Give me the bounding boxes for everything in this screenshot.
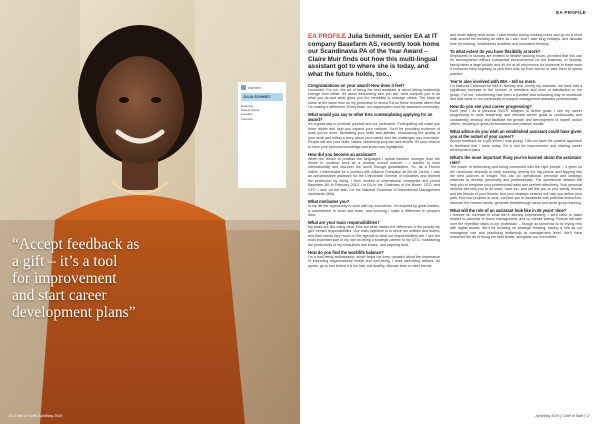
interview-answer: My tasks are like many other EAs but what makes the difference is the priority we give certain responsibilities. Our main objective is to serve our entities and teams, and their needs vary much on the agenda to what our responsibilities are. I see the most important part of my role as being a strategic partner to my CEO, maintaining the productivity of my executives and teams, and inspiring trust. bbox=[308, 224, 440, 247]
interview-question: You’re also involved with IMA – tell us more. bbox=[450, 78, 536, 84]
right-page bbox=[300, 0, 600, 424]
interview-question: Congratulations on your award! How does it feel? bbox=[308, 82, 405, 88]
interview-answer: and avoid taking work home. I take breaks during working hours and go for a short walk around the building as often as I can. And I take long holidays, and allocate time for reading, mindfulness activities and innovative thinking. bbox=[450, 33, 582, 46]
interview-question: How do you find the work/life balance? bbox=[308, 249, 384, 255]
article-intro bbox=[308, 33, 440, 79]
sidebar-line: Family status bbox=[241, 108, 260, 113]
interview-question: What advice do you wish an established assistant could have given you at the outset of your career? bbox=[450, 129, 582, 140]
interview-question: What motivates you? bbox=[308, 199, 350, 205]
interview-answer: Accept feedback as a gift. When I was young, I did not have the positive approach to feedback that I have today. It’s a tool for improvement and starting career development plans. bbox=[450, 139, 582, 153]
article-column-left bbox=[308, 33, 440, 271]
interview-question: What would you say to other EAs contemplating applying for an award? bbox=[308, 112, 433, 123]
pull-quote bbox=[12, 236, 284, 321]
profile-sidebar-card bbox=[238, 82, 286, 188]
interview-answer: I’m a well-being ambassador, which helps me keep updated about the importance of improving organisational health and well-being. I read well-being articles, do sports, go to bed before it is too late, eat healthy, allocate time to meet friends bbox=[308, 254, 440, 268]
interview-answer: Employees in Norway are entitled to flexible working hours, provided that this can be accomplished without substantial inconvenience for the business. In Norway, family takes a large priority and it’s not at all uncommon for someone to leave work if someone early regularly to pick their kids up from school or take them to sports practice. bbox=[450, 53, 582, 76]
basefarm-logo-icon bbox=[241, 85, 246, 90]
interview-answer: When the desire to practise the languages I speak became stronger than the desire to continue work as a primary school teacher – I wanted to work internationally and discover the world through globalisation. So, as a French native, I interviewed for a position with Alliance Française de lîle de Jouvin. I was an administrative assistant for the Directorate General of Industries and learned the profession by doing. I then worked in international companies and joined Basefarm AS in February 2013. I’m EA to the Chairman of the Board, CEO, and CFO – and, on the side, I’m the National Chairman of International Management Assistants (IMA). bbox=[308, 156, 440, 197]
interview-answer: The power of networking and being connected with the right people – it gives us the necessary diversity to keep evolving, seeing the big picture and tapping into the best sources of insight. You can do operational, personal and strategic networks to develop personally and professionally. The operational network will help you to complete your professional tasks and perform effectively. Your personal network will help you to do more, have fun, and will link you to your family, friends and the friends of your friends. And your strategic network will help you define your path, find new projects at work, connect you to assistants with potential instructors, discover the newest trends, generate breakthrough ideas and avoid group thinking. bbox=[450, 165, 582, 205]
section-tag: EA PROFILE bbox=[556, 10, 586, 15]
interview-answer: Honoured. For me, the art of being the best assistant is about letting leadership emerge from within. It’s about discovering who you are, what compels you to do what you do and what gives you the credibility to manage others. The stars all came at the same time as my promotion to senior EA so these rewards affirm that I’m making a difference. Every team, my organisation and the assistant community. bbox=[308, 87, 440, 110]
left-page-footer: 16 | Chief of Staff | April/May 2019 bbox=[8, 414, 63, 418]
basefarm-logo-text: basefarm bbox=[248, 85, 262, 90]
right-page-footer: April/May 2019 | Chief of Staff | 17 bbox=[535, 414, 590, 418]
interview-question: To what extent do you have flexibility at work? bbox=[450, 48, 541, 54]
pull-quote-line: development plans” bbox=[12, 304, 136, 321]
intro-kicker: EA PROFILE bbox=[308, 33, 347, 40]
interview-answer: In my life the opportunity to work with top executives. I’m inspired by great leaders, a commitment to excel and learn, and knowing I make a difference in people’s lives. bbox=[308, 204, 440, 218]
pull-quote-line: a gift – it’s a tool bbox=[12, 253, 118, 270]
pull-quote-line: and start career bbox=[12, 287, 107, 304]
sidebar-line: Role/org bbox=[241, 104, 253, 108]
interview-answer: Each year I do a personal SWOT analysis to define goals. I see my career progressing to more leadership and ultimate career goals to continuously and consistently develop and facilitate the growth and development of myself and/or others, resulting in great performances and positive results. bbox=[450, 108, 582, 127]
intro-text: Julia Schmidt, senior EA at IT company Basefarm AS, recently took home our Scandinavia PA of the Year Award – Claire Muir finds out how this multi-lingual assistant got to where she is today, and what the future holds, too... bbox=[308, 33, 440, 78]
sidebar-heading: JULIA SCHMIDT bbox=[241, 93, 283, 101]
interview-answer: I foresee an increase in what we’re already experiencing – we’ll have to tasks related to calendar or travel management, and no minute writing. Robots will take over the repetitive tasks in our profession – though as tomorrow to no trying new with digital assets. We’ll be focusing on strategic thinking, having a role as our managerial role and practising leadership at management level. We’ll have mastered the art of being the best leader, alongside our executives. bbox=[450, 212, 582, 239]
sidebar-line: Location bbox=[241, 112, 253, 117]
article-column-right bbox=[450, 33, 582, 242]
sidebar-line: Interests bbox=[241, 116, 253, 121]
interview-question: What’s the most important thing you’ve learned about the assistant role? bbox=[450, 155, 581, 166]
pull-quote-line: for improvement bbox=[12, 270, 117, 287]
interview-question: How did you become an assistant? bbox=[308, 151, 377, 157]
interview-question: What are your main responsibilities? bbox=[308, 219, 380, 225]
pull-quote-line: “Accept feedback as bbox=[12, 236, 140, 253]
interview-answer: I’m National Chairman for IMA in Norway and, during my mandate, we have had a significant increase in the number of members and level of satisfaction in the group. For me, volunteering has been a positive and rewarding way to contribute and add value to our community of support management assistant professionals. bbox=[450, 83, 582, 101]
interview-answer: It’s a great way to promote yourself and our profession. Participating will make you more visible and help you expand your network. You’ll be providing evidence of work you’ve done, illustrating your skills and abilities, showcasing the quality of your work and telling a story about your career and the challenges you overcame. People will see your skills, values, leadership purpose and beliefs. It’s your chance to have your personal knowledge and know-how highlighted. bbox=[308, 122, 440, 149]
interview-question: What will the role of an assistant look like in 25 years’ time? bbox=[450, 207, 567, 213]
basefarm-logo bbox=[241, 85, 283, 90]
interview-question: How do you see your career progressing? bbox=[450, 103, 532, 109]
